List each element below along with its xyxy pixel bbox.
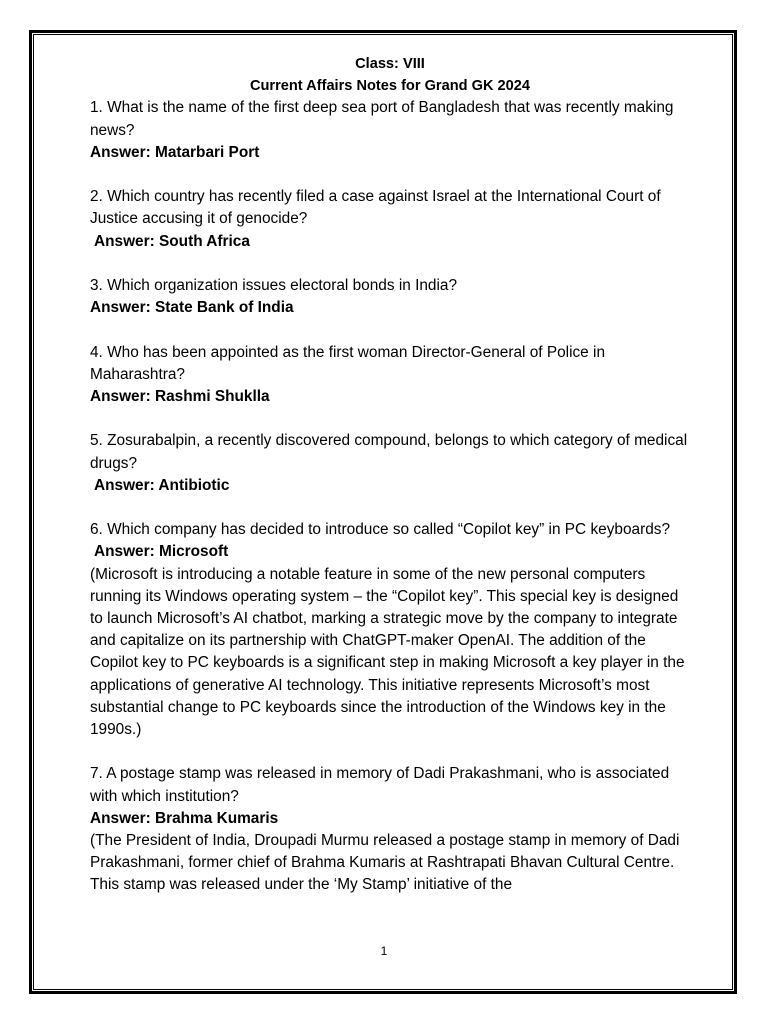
question-6: 6. Which company has decided to introduce so called “Copilot key” in PC keyboards? — [90, 521, 671, 539]
answer-2: Answer: South Africa — [94, 232, 250, 250]
question-5: 5. Zosurabalpin, a recently discovered compound, belongs to which category of medical drugs? — [90, 432, 688, 472]
answer-3: Answer: State Bank of India — [90, 299, 294, 317]
class-heading: Class: VIII — [355, 56, 425, 72]
explanation-6: (Microsoft is introducing a notable feature in some of the new personal computers running its Windows operating system – the “Copilot key”. This special key is designed to launch Microsoft’s AI chatbot, marking a strategic move by the company to integrate and capitalize on its partnership with ChatGPT-maker OpenAI. The addition of the Copilot key to PC keyboards is a significant step in making Microsoft a key player in the applications of generative AI technology. This initiative represents Microsoft’s most substantial change to PC keyboards since the introduction of the Windows key in the 1990s.) — [90, 565, 685, 739]
question-2: 2. Which country has recently filed a case against Israel at the International Court of Justice accusing it of genocide? — [90, 188, 661, 228]
page-title: Current Affairs Notes for Grand GK 2024 — [249, 78, 531, 95]
question-7: 7. A postage stamp was released in memory of Dadi Prakashmani, who is associated with which institution? — [90, 765, 670, 805]
answer-6: Answer: Microsoft — [94, 543, 229, 561]
question-1: 1. What is the name of the first deep sea port of Bangladesh that was recently making news? — [90, 99, 674, 139]
answer-7: Answer: Brahma Kumaris — [90, 809, 279, 827]
document-body — [90, 53, 690, 897]
question-4: 4. Who has been appointed as the first woman Director-General of Police in Maharashtra? — [90, 343, 606, 383]
answer-4: Answer: Rashmi Shuklla — [90, 388, 270, 405]
answer-5: Answer: Antibiotic — [94, 476, 230, 494]
answer-1: Answer: Matarbari Port — [90, 143, 260, 161]
explanation-7: (The President of India, Droupadi Murmu released a postage stamp in memory of Dadi Prakashmani, former chief of Brahma Kumaris at Rashtrapati Bhavan Cultural Centre. This stamp was released under the ‘My Stamp’ initiative of the — [90, 832, 680, 894]
question-3: 3. Which organization issues electoral bonds in India? — [90, 277, 458, 294]
page-number: 1 — [380, 944, 388, 958]
